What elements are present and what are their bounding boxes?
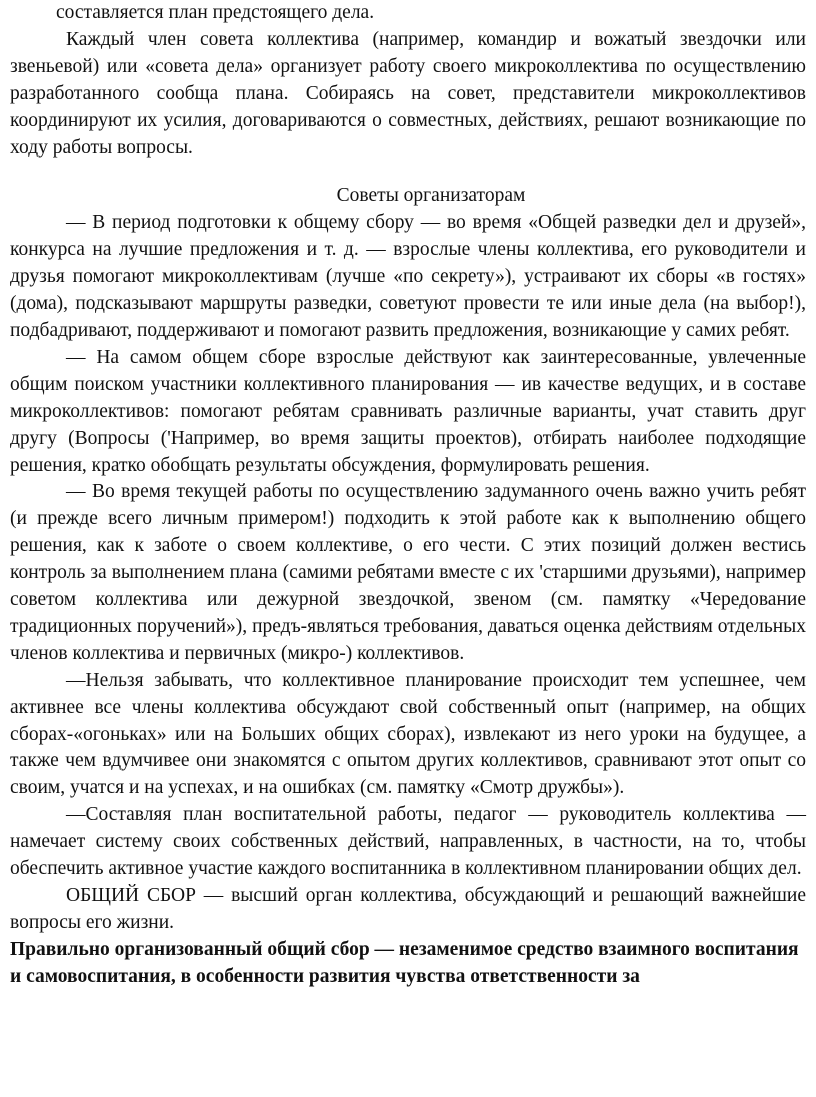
section-heading: Советы организаторам — [336, 185, 526, 207]
bold-paragraph: Правильно организованный общий сбор — незаменимое средство взаимного воспитания и самовоспитания, в особенности развития чувства ответственности за — [10, 938, 799, 987]
tip-current-work: — Во время текущей работы по осуществлению задуманного очень важно учить ребят (и прежде всего личным примером!) подходить к этой работе как к выполнению общего решения, как к заботе о своем коллективе, о его чести. С этих позиций должен вестись контроль за выполнением плана (самими ребятами вместе с их 'старшими друзьями), например советом коллектива или дежурной звездочкой, звеном (см. памятку «Чередование традиционных поручений»), предъ-являться требования, даваться оценка действиям отдельных членов коллектива и первичных (микро-) коллективов. — [10, 481, 806, 664]
tip-experience: —Нельзя забывать, что коллективное планирование происходит тем успешнее, чем активнее все члены коллектива обсуждают свой собственный опыт (например, на общих сборах-«огоньках» или на Больших общих сборах), извлекают из него уроки на будущее, а также чем вдумчивее они знакомятся с опытом других коллективов, сравнивают этот опыт со своим, учатся и на успехах, и на ошибках (см. памятку «Смотр дружбы»). — [10, 669, 806, 799]
tip-preparation: — В период подготовки к общему сбору — во время «Общей разведки дел и друзей», конкурса на лучшие предложения и т. д. — взрослые члены коллектива, его руководители и друзья помогают микроколлективам (лучше «по секрету»), устраивают их сборы «в гостях» (дома), подсказывают маршруты разведки, советуют провести те или иные дела (на выбор!), подбадривают, поддерживают и помогают развить предложения, возникающие у самих ребят. — [10, 212, 806, 341]
opening-line: составляется план предстоящего дела. — [56, 2, 375, 23]
paragraph-council-members: Каждый член совета коллектива (например, командир и вожатый звездочки или звеньевой) или «совета дела» организует работу своего микроколлектива по осуществлению разработанного сообща плана. Собираясь на совет, представители микроколлективов координируют их усилия, договариваются о совместных, действиях, решают возникающие по ходу работы вопросы. — [10, 28, 806, 158]
paragraph-general-meeting: ОБЩИЙ СБОР — высший орган коллектива, обсуждающий и решающий важнейшие вопросы его жизни. — [10, 885, 806, 933]
tip-teacher-plan: —Составляя план воспитательной работы, педагог — руководитель коллектива — намечает систему своих собственных действий, направленных, в частности, на то, чтобы обеспечить активное участие каждого воспитанника в коллективном планировании общих дел. — [10, 804, 806, 880]
tip-general-meeting: — На самом общем сборе взрослые действуют как заинтересованные, увлеченные общим поиском участники коллективного планирования — ив качестве ведущих, и в составе микроколлективов: помогают ребятам сравнивать различные варианты, учат ставить друг другу (Вопросы ('Например, во время защиты проектов), отбирать наиболее подходящие решения, кратко обобщать результаты обсуждения, формулировать решения. — [10, 346, 806, 476]
